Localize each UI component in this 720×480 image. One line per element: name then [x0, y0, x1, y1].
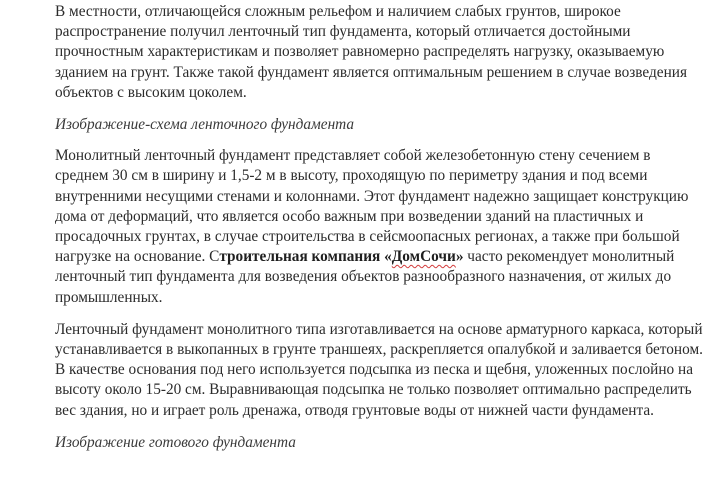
company-name-link[interactable]: ДомСочи: [391, 248, 456, 266]
paragraph-monolithic-text: Монолитный ленточный фундамент представляет собой железобетонную стену сечением в среднем 30 см в ширину и 1,5-2 м в высоту, проходящую по периметру здания и под всеми внутренними несущими стенами и колоннами. Этот фундамент надежно защищает конструкцию дома от деформаций, что является особо важным при возведении зданий на пластичных и просадочных грунтах, в случае строительства в сейсмоопасных регионах, а также при большой нагрузке на основание. С: [55, 147, 689, 266]
caption-spacer: [55, 135, 705, 146]
caption-finished: Изображение готового фундамента: [55, 433, 296, 451]
company-prefix: троительная компания «: [219, 248, 392, 266]
paragraph-spacer: [55, 421, 705, 433]
paragraph-relief: В местности, отличающейся сложным рельефом и наличием слабых грунтов, широкое распространение получил ленточный тип фундамента, который отличается достойными прочностным характеристикам и позволяет равномерно распределять нагрузку, оказываемую зданием на грунт. Также такой фундамент является оптимальным решением в случае возведения объектов с высоким цоколем.: [55, 3, 688, 101]
paragraph-monolithic: [55, 146, 705, 308]
company-suffix: »: [455, 248, 464, 266]
paragraph-monolithic-rest: часто рекомендует монолитный ленточный тип фундамента для возведения объектов разнообразного назначения, от жилых до промышленных.: [55, 248, 675, 306]
paragraph-construction: Ленточный фундамент монолитного типа изготавливается на основе арматурного каркаса, который устанавливается в выкопанных в грунте траншеях, раскрепляется опалубкой и заливается бетоном. В качестве основания под него используется подсыпка из песка и щебня, уложенных послойно на высоту около 15-20 см. Выравнивающая подсыпка не только позволяет оптимально распределить вес здания, но и играет роль дренажа, отводя грунтовые воды от нижней части фундамента.: [55, 320, 703, 419]
paragraph-spacer: [55, 308, 705, 320]
caption-scheme: Изображение-схема ленточного фундамента: [55, 116, 355, 134]
company-mention: [219, 248, 463, 265]
paragraph-spacer: [55, 103, 705, 115]
document-body: [55, 2, 705, 453]
